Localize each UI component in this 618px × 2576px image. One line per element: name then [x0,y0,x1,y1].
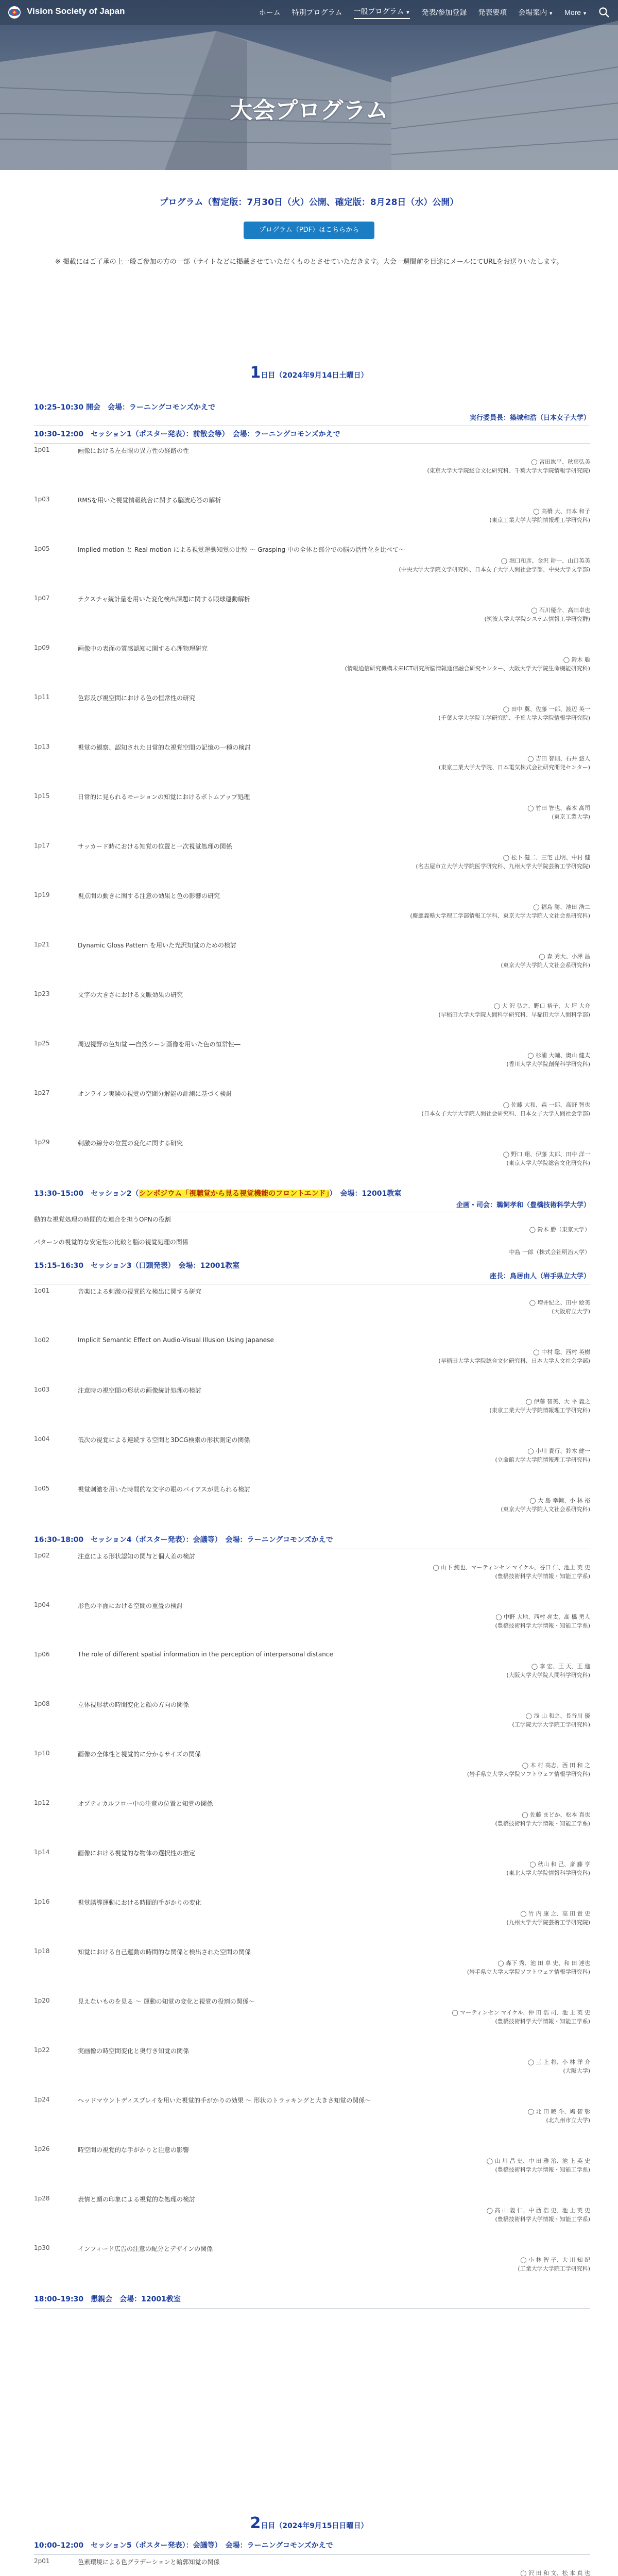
paper-authors [127,1051,590,1069]
session-title: 10:30–12:00 セッション1（ポスター発表）：前散会等） 会場：ラーニングコモンズかえで [34,430,340,438]
page-title: 大会プログラム [230,98,388,123]
paper-item [34,1040,590,1089]
paper-id: 1p11 [34,693,50,701]
paper-id: 1o01 [34,1287,50,1294]
author-names: ◯ 野口 翔、伊藤 太郎、田中 洋一 [503,1151,590,1158]
author-names: ◯ 浅 山 和之、長谷川 優 [525,1713,590,1719]
author-names: ◯ 三 上 将、小 林 洋 介 [527,2059,590,2065]
author-affiliations: (早稲田大学大学院人間科学研究科、早稲田大学人間科学部) [438,1011,590,1018]
paper-item [34,1435,590,1485]
paper-title: サッカード時における知覚の位置と一次視覚処理の関係 [78,843,232,850]
author-affiliations: (東京工業大学大学院情報理工学研究科) [489,1407,590,1414]
author-affiliations: (名古屋市立大学大学院医学研究科、九州大学大学院芸術工学研究院) [416,863,590,870]
session-title: 10:00–12:00 セッション5（ポスター発表）：会議等） 会場：ラーニングコモンズかえで [34,2541,333,2550]
paper-authors [127,2569,590,2576]
session-header [34,402,590,422]
author-names: ◯ 李 宏、王 天、王 進 [531,1663,590,1670]
chevron-down-icon: ▼ [582,11,587,16]
search-icon[interactable] [598,7,610,18]
paper-id: 1p14 [34,1849,50,1856]
paper-authors [127,2256,590,2273]
talk-speaker: ◯ 鈴木 勝（東京大学） [529,1226,590,1233]
paper-title: Implied motion と Real motion による視覚運動知覚の比較 ～ Grasping 中の全体と部分での脳の活性化を比べて～ [78,546,405,553]
paper-id: 1p17 [34,842,50,849]
chevron-down-icon: ▼ [548,11,554,16]
author-affiliations: (豊橋技術科学大学情報・知能工学系) [495,1820,590,1827]
paper-title: 低次の視覚による連続する空間と3DCG検索の形状測定の関係 [78,1436,250,1444]
session-chair: 座長：鳥居由人（岩手県立大学） [489,1273,590,1280]
chevron-down-icon: ▼ [405,9,410,15]
author-names: ◯ 佐藤 まどか、松本 真也 [522,1811,590,1818]
paper-id: 1p06 [34,1651,50,1658]
symposium-title-highlight: シンポジウム「視聴覚から見る視覚機能のフロントエンド」 [139,1190,330,1198]
author-names: ◯ 森下 秀、池 田 卓 史、和 田 達也 [497,1960,590,1967]
author-affiliations: (豊橋技術科学大学情報・知能工学系) [495,2166,590,2173]
paper-item [34,1947,590,1997]
paper-title: オプティカルフロー中の注意の位置と知覚の関係 [78,1800,213,1807]
paper-title: オンライン実験の視覚の空間分解能の計測に基づく検討 [78,1090,232,1097]
society-logo-icon[interactable] [7,5,22,20]
author-names: ◯ 小川 貴行、鈴木 健一 [527,1448,590,1454]
author-names: ◯ 山 川 昌 史、中 田 雅 治、池 上 英 史 [486,2158,590,2164]
session-header [34,1534,590,1546]
paper-item [34,446,590,496]
paper-title: 実画像の時空間変化と奥行き知覚の関係 [78,2047,190,2055]
day2-number: 2 [250,2514,261,2532]
paper-title: RMSを用いた視覚情報統合に関する脳波応答の解析 [78,497,221,504]
author-affiliations: (豊橋技術科学大学情報・知能工学系) [495,1573,590,1580]
author-names: ◯ 中村 聡、西村 英樹 [533,1349,590,1355]
author-names: ◯ 中野 大地、西村 亮太、高 橋 勇人 [495,1614,590,1620]
paper-title: 時空間の視覚的な手がかりと注意の影響 [78,2146,190,2154]
paper-authors [127,1100,590,1118]
author-names: ◯ 竹田 智也、森本 高司 [527,805,590,811]
paper-title: Dynamic Gloss Pattern を用いた光沢知覚のための検討 [78,942,237,949]
paper-title: 見えないものを見る ～ 運動の知覚の変化と視覚の役割の関係～ [78,1998,255,2005]
hero-building-image [0,0,618,170]
author-names: ◯ 鈴木 聡 [563,656,590,663]
author-affiliations: (大阪大学) [563,2067,590,2074]
paper-title: 注意時の視空間の形状の画像統計処理の検討 [78,1387,202,1394]
paper-id: 1o02 [34,1336,50,1344]
paper-authors [127,507,590,524]
paper-item [34,743,590,792]
session-title: 13:30–15:00 セッション2（シンポジウム「視聴覚から見る視覚機能のフロントエンド」） 会場：12001教室 [34,1190,402,1198]
session-header [34,1260,590,1280]
paper-item [34,1552,590,1601]
program-pdf-button[interactable]: プログラム（PDF）はこちらから [244,222,374,239]
paper-authors [127,1563,590,1581]
author-affiliations: (東京工業大学大学院情報理工学研究科) [489,517,590,523]
paper-authors [127,655,590,673]
paper-item [34,1386,590,1435]
paper-item [34,792,590,842]
author-affiliations: (九州大学大学院芸術工学研究院) [506,1919,590,1926]
paper-item [34,1485,590,1534]
paper-item [34,1336,590,1386]
author-affiliations: (豊橋技術科学大学情報・知能工学系) [495,2216,590,2223]
session-title: 18:00–19:30 懇親会 会場：12001教室 [34,2295,181,2303]
nav-presentation-guide[interactable]: 発表要項 [478,8,507,16]
paper-item [34,2557,590,2576]
paper-id: 1p28 [34,2195,50,2202]
paper-id: 1p30 [34,2244,50,2251]
paper-title: 画像における視覚的な物体の選択性の推定 [78,1850,196,1857]
paper-authors [127,903,590,920]
paper-item [34,2046,590,2096]
paper-id: 1p01 [34,446,50,453]
session-header [34,429,590,440]
author-names: ◯ 堀口和彦、金沢 耕一、山口英美 [501,557,590,564]
author-names: ◯ 杉浦 大輔、奥山 健太 [527,1052,590,1059]
session-chair: 実行委員長：築城和浩（日本女子大学） [469,414,590,422]
paper-title: 周辺視野の色知覚 ―自然シーン画像を用いた色の恒常性― [78,1041,241,1048]
paper-authors [127,2008,590,2026]
divider [34,2308,590,2309]
paper-authors [127,1662,590,1680]
day2-heading [0,2514,618,2532]
paper-item [34,1139,590,1188]
paper-title: 注意による形状認知の関与と個人差の検討 [78,1553,196,1560]
paper-item [34,1287,590,1336]
paper-id: 1p16 [34,1898,50,1905]
paper-item [34,842,590,891]
paper-item [34,1651,590,1700]
nav-home[interactable]: ホーム [259,8,281,16]
paper-authors [127,1298,590,1316]
notice-text: ※ 掲載にはご了承の上一般ご参加の方の一部（サイトなどに掲載させていただくものとさせていただきます。大会一週間前を目途にメールにてURLをお送りいたします。 [55,258,563,266]
paper-item [34,1997,590,2046]
author-names: ◯ 山下 純也、マーティンセン マイケル、谷口 仁、池上 英 史 [433,1564,590,1571]
main-nav [259,0,587,25]
paper-authors [127,1711,590,1729]
nav-more[interactable] [564,8,587,16]
paper-id: 1p21 [34,941,50,948]
nav-special-program[interactable]: 特別プログラム [291,8,342,16]
nav-venue[interactable] [518,7,553,18]
paper-title: 色彩及び視空間における色の恒常性の研究 [78,694,196,702]
author-names: ◯ 佐藤 大和、森 一郎、高野 智也 [503,1101,590,1108]
paper-item [34,1750,590,1799]
author-names: ◯ 高橋 大、日本 和子 [533,508,590,515]
paper-item [34,1898,590,1947]
author-names: ◯ 竹 内 康 之、高 田 貴 史 [520,1910,590,1917]
paper-item [34,545,590,595]
paper-title: インフィード広告の注意の配分とデザインの関係 [78,2245,213,2252]
paper-item [34,644,590,693]
day1-number: 1 [250,364,261,382]
paper-title: 視覚誘導運動における時間的手がかりの変化 [78,1899,202,1906]
paper-title: 視覚刺激を用いた時間的な文字の眼のバイアスが見られる検討 [78,1486,251,1493]
paper-id: 1p09 [34,644,50,651]
paper-title: 表情と顔の印象による視覚的な処理の検討 [78,2196,196,2203]
author-names: ◯ 伊藤 智美、大 平 義之 [525,1398,590,1405]
paper-id: 1p08 [34,1700,50,1707]
paper-authors [127,1447,590,1464]
paper-id: 1p22 [34,2046,50,2054]
paper-item [34,941,590,990]
paper-authors [127,952,590,970]
session-title: 16:30–18:00 セッション4（ポスター発表）：会議等） 会場：ラーニングコモンズかえで [34,1536,333,1544]
session-chair: 企画・司会：鵜飼孝和（豊橋技術科学大学） [456,1201,590,1209]
paper-id: 1p27 [34,1089,50,1096]
paper-id: 1p07 [34,595,50,602]
paper-title: 文字の大きさにおける文脈効果の研究 [78,991,183,998]
paper-id: 1p23 [34,990,50,997]
paper-id: 1o04 [34,1435,50,1443]
site-title[interactable]: Vision Society of Japan [27,6,125,16]
paper-item [34,990,590,1040]
paper-authors [127,754,590,772]
author-names: ◯ 沢 田 和 文、松 本 真 也 [520,2570,590,2576]
hero-banner [0,0,618,170]
author-affiliations: (北九州市立大学) [546,2117,590,2124]
talk-speaker: 中島 一郎（株式会社明治大学） [509,1249,590,1256]
session-title: 15:15–16:30 セッション3（口頭発表） 会場：12001教室 [34,1262,240,1270]
paper-title: 色素環境による色グラデーションと輪郭知覚の関係 [78,2558,220,2566]
author-affiliations: (東北大学大学院情報科学研究科) [506,1870,590,1876]
nav-general-program-label: 一般プログラム [353,7,404,15]
day1-heading [0,364,618,382]
author-names: ◯ 松下 健二、三宅 正明、中村 健 [503,854,590,861]
paper-title: 視覚の観察、認知された日常的な視覚空間の記憶の一種の検討 [78,744,251,751]
paper-id: 1p25 [34,1040,50,1047]
paper-authors [127,1150,590,1167]
paper-item [34,496,590,545]
paper-authors [127,804,590,821]
paper-id: 1p03 [34,496,50,503]
paper-id: 1p12 [34,1799,50,1806]
paper-item [34,1089,590,1139]
nav-more-label: More [564,8,581,16]
paper-item [34,1849,590,1898]
author-names: ◯ 福島 勝、池田 浩二 [533,904,590,910]
divider [34,2554,590,2555]
paper-title: The role of different spatial information in the perception of interpersonal distance [78,1651,333,1658]
paper-item [34,2096,590,2145]
session-title: 10:25–10:30 開会 会場：ラーニングコモンズかえで [34,403,216,412]
paper-id: 1p05 [34,545,50,552]
paper-id: 1p20 [34,1997,50,2004]
paper-title: 視点間の動きに関する注意の効果と色の影響の研究 [78,892,220,900]
paper-title: 音楽による刺激の視覚的な検出に関する研究 [78,1288,202,1295]
divider [34,443,590,444]
paper-id: 1p04 [34,1601,50,1608]
paper-title: テクスチャ統計量を用いた変化検出課題に関する眼球運動解析 [78,596,250,603]
top-navigation-bar [0,0,618,25]
author-names: ◯ 宮田紘平、秋葉弘美 [531,459,590,465]
author-names: ◯ 森 秀大、小澤 昌 [539,953,590,960]
author-affiliations: (情報通信研究機構未来ICT研究所脳情報通信融合研究センター、大阪大学大学院生命機能研究科) [345,665,590,672]
paper-authors [127,606,590,623]
paper-id: 1p26 [34,2145,50,2153]
author-names: ◯ マーティンセン マイケル、仲 田 浩 司、池 上 英 史 [452,2009,590,2016]
paper-item [34,1601,590,1651]
paper-title: ヘッドマウントディスプレイを用いた視覚的手がかりの効果 ～ 形状のトラッキングと大きさ知覚の関係～ [78,2097,371,2104]
talk-title: 動的な視覚処理の時間的な連合を担うOPNの役割 [34,1216,171,1223]
paper-id: 1p10 [34,1750,50,1757]
program-announcement: プログラム（暫定版：7月30日（火）公開、確定版：8月28日（水）公開） [159,197,459,208]
author-affiliations: (中央大学大学院文学研究科、日本女子大学人間社会学部、中央大学文学部) [399,566,590,573]
author-affiliations: (大阪大学大学院人間科学研究科) [506,1672,590,1679]
paper-id: 1p19 [34,891,50,899]
symposium-talk [34,1215,590,1238]
paper-item [34,891,590,941]
paper-id: 1p15 [34,792,50,800]
paper-item [34,1799,590,1849]
author-affiliations: (大阪府立大学) [552,1308,590,1315]
author-affiliations: (東京大学大学院総合文化研究科) [506,1160,590,1166]
author-names: ◯ 木 村 高志、西 田 和 之 [522,1762,590,1769]
author-affiliations: (豊橋技術科学大学情報・知能工学系) [495,1622,590,1629]
paper-authors [127,2107,590,2125]
paper-title: 日常的に見られるモーションの知覚におけるボトムアップ処理 [78,793,250,801]
author-affiliations: (香川大学大学院創発科学研究科) [506,1061,590,1067]
author-affiliations: (工学院大学大学院工学研究科) [512,1721,590,1728]
author-affiliations: (東京大学大学院人文社会系研究科) [501,1506,590,1513]
session-header [34,2540,590,2551]
author-affiliations: (東京工業大学大学院、日本電気株式会社研究開発センター) [438,764,590,771]
author-affiliations: (東京大学大学院総合文化研究科、千葉大学大学院情報学研究院) [427,467,590,474]
paper-authors [127,1348,590,1365]
author-names: ◯ 吉田 智則、石井 悠人 [527,755,590,762]
author-affiliations: (東京工業大学) [552,814,590,820]
paper-authors [127,1397,590,1415]
paper-id: 1p29 [34,1139,50,1146]
author-affiliations: (早稲田大学大学院総合文化研究科、日本大学人文社会学部) [438,1358,590,1364]
paper-title: 形色の平面における空間の重畳の検討 [78,1602,183,1609]
paper-id: 1p24 [34,2096,50,2103]
author-names: ◯ 大 島 幸輔、小 林 裕 [529,1497,590,1504]
paper-authors [127,2206,590,2224]
paper-authors [127,1496,590,1514]
author-names: ◯ 秋山 和 己、斎 藤 亨 [529,1861,590,1868]
author-affiliations: (千葉大学大学院工学研究院、千葉大学大学院情報学研究院) [438,715,590,721]
paper-authors [127,1810,590,1828]
paper-authors [127,2157,590,2174]
paper-authors [127,1002,590,1019]
paper-authors [127,1613,590,1630]
nav-general-program[interactable] [354,6,410,19]
day1-date: 日目（2024年9月14日土曜日） [261,371,368,380]
paper-id: 1p02 [34,1552,50,1559]
paper-authors [127,705,590,722]
paper-id: 1o03 [34,1386,50,1393]
paper-authors [127,1909,590,1927]
paper-title: 画像における左右眼の異方性の経路の性 [78,447,190,454]
nav-venue-label: 会場案内 [518,8,547,16]
paper-item [34,595,590,644]
paper-item [34,1700,590,1750]
paper-item [34,2244,590,2294]
paper-title: 知覚における自己運動の時間的な関係と検出された空間の関係 [78,1948,251,1956]
author-names: ◯ 田中 翼、佐藤 一郎、渡辺 英一 [503,706,590,713]
paper-id: 1p18 [34,1947,50,1955]
paper-title: 刺激の線分の位置の変化に関する研究 [78,1140,183,1147]
author-names: ◯ 増井紀之、田中 絵美 [529,1299,590,1306]
author-affiliations: (慶應義塾大学理工学部情報工学科、東京大学大学院人文社会系研究科) [410,912,590,919]
session-header [34,2294,590,2305]
author-affiliations: (岩手県立大学大学院ソフトウェア情報学研究科) [467,1771,590,1777]
author-affiliations: (豊橋技術科学大学情報・知能工学系) [495,2018,590,2025]
paper-title: 画像中の表面の質感認知に関する心理物理研究 [78,645,208,652]
paper-authors [127,2058,590,2075]
paper-title: 立体視形状の時間変化と顔の方向の関係 [78,1701,190,1708]
author-names: ◯ 北 田 暁 斗、鳩 智 彰 [527,2108,590,2115]
paper-authors [127,556,590,574]
author-affiliations: (筑波大学大学院システム情報工学研究群) [484,616,590,622]
author-names: ◯ 高 山 義 仁、中 西 浩 史、池 上 英 史 [486,2207,590,2214]
paper-item [34,2195,590,2244]
author-names: ◯ 小 林 智 子、大 川 知 紀 [520,2257,590,2263]
author-affiliations: (岩手県立大学大学院ソフトウェア情報学研究科) [467,1969,590,1975]
talk-title: パターンの視覚的な安定性の比較と脳の視覚処理の関係 [34,1239,188,1246]
nav-registration[interactable]: 発表/参加登録 [421,8,467,16]
symposium-talk [34,1238,590,1260]
paper-authors [127,1761,590,1778]
paper-authors [127,853,590,871]
paper-authors [127,1959,590,1976]
author-names: ◯ 大 沢 弘之、野口 裕子、大 坪 大介 [493,1003,590,1009]
paper-item [34,693,590,743]
paper-title: 画像の全体性と視覚的に分かるサイズの関係 [78,1751,201,1758]
author-affiliations: (東京大学大学院人文社会系研究科) [501,962,590,969]
paper-authors [127,457,590,475]
paper-authors [127,1860,590,1877]
paper-id: 1p13 [34,743,50,750]
paper-item [34,2145,590,2195]
author-affiliations: (工業大学大学院工学研究科) [518,2265,590,2272]
author-affiliations: (立命館大学大学院情報理工学研究科) [495,1456,590,1463]
paper-id: 2p01 [34,2557,50,2565]
paper-title: Implicit Semantic Effect on Audio-Visual Illusion Using Japanese [78,1336,274,1344]
author-affiliations: (日本女子大学大学院人間社会研究科、日本女子大学人間社会学部) [421,1110,590,1117]
author-names: ◯ 石川優介、高田卓也 [531,607,590,614]
session-header [34,1188,590,1209]
paper-id: 1o05 [34,1485,50,1492]
day2-date: 日目（2024年9月15日日曜日） [261,2522,368,2530]
